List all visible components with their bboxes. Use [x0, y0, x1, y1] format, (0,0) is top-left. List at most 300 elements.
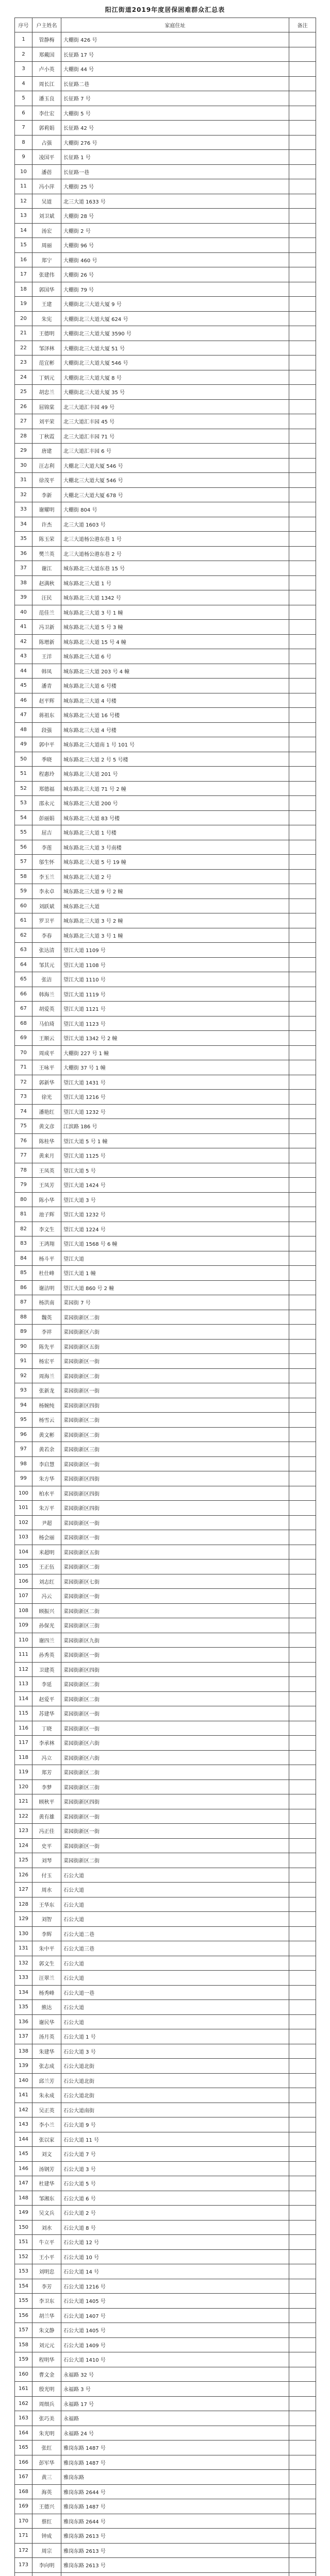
table-row	[15, 1222, 316, 1236]
home-address: 望江大道 1232 号	[61, 1207, 289, 1222]
table-row	[15, 76, 316, 91]
remark-cell	[289, 473, 316, 488]
table-row	[15, 810, 316, 825]
table-row	[15, 223, 316, 238]
household-head-name: 米超明	[32, 1545, 61, 1560]
row-serial-number: 136	[15, 2014, 32, 2029]
row-serial-number: 119	[15, 1765, 32, 1780]
table-row	[15, 767, 316, 782]
household-head-name: 邵永元	[32, 796, 61, 811]
home-address: 望江大道 1232 号	[61, 1104, 289, 1119]
table-row	[15, 1104, 316, 1119]
remark-cell	[289, 752, 316, 767]
remark-cell	[289, 414, 316, 429]
remark-cell	[289, 2426, 316, 2441]
row-serial-number: 24	[15, 370, 32, 385]
home-address: 永福路	[61, 2411, 289, 2426]
row-serial-number: 88	[15, 1310, 32, 1325]
row-serial-number: 134	[15, 1985, 32, 2000]
table-row	[15, 1045, 316, 1060]
row-serial-number: 129	[15, 1912, 32, 1927]
table-row	[15, 1251, 316, 1266]
remark-cell	[289, 1280, 316, 1295]
row-serial-number: 112	[15, 1662, 32, 1677]
remark-cell	[289, 1706, 316, 1721]
remark-cell	[289, 737, 316, 752]
household-head-name: 朱光明	[32, 2426, 61, 2441]
table-row	[15, 1031, 316, 1046]
table-row	[15, 1207, 316, 1222]
table-row	[15, 194, 316, 209]
household-head-name: 胡爱英	[32, 1002, 61, 1016]
home-address: 城东路北三大道 3 号 1 幢	[61, 928, 289, 943]
remark-cell	[289, 2103, 316, 2117]
table-row	[15, 2572, 316, 2576]
table-row	[15, 1530, 316, 1545]
home-address: 石公大道 10 号	[61, 2249, 289, 2264]
household-head-name: 朱宪	[32, 311, 61, 326]
row-serial-number: 69	[15, 1031, 32, 1046]
home-address: 石公大道 1405 号	[61, 2294, 289, 2309]
row-serial-number: 152	[15, 2249, 32, 2264]
remark-cell	[289, 2073, 316, 2088]
remark-cell	[289, 135, 316, 150]
home-address: 菜园街新区六街	[61, 1736, 289, 1751]
household-head-name: 赵爱平	[32, 1691, 61, 1706]
row-serial-number: 148	[15, 2191, 32, 2206]
remark-cell	[289, 899, 316, 913]
remark-cell	[289, 605, 316, 620]
remark-cell	[289, 267, 316, 282]
table-row	[15, 2558, 316, 2573]
remark-cell	[289, 1442, 316, 1457]
table-row	[15, 1941, 316, 1956]
home-address	[61, 2572, 289, 2576]
row-serial-number: 45	[15, 679, 32, 693]
row-serial-number: 75	[15, 1119, 32, 1134]
table-row	[15, 1486, 316, 1501]
row-serial-number: 149	[15, 2206, 32, 2221]
remark-cell	[289, 1486, 316, 1501]
home-address: 菜园街新区三街	[61, 1780, 289, 1794]
home-address: 城东路北三大道 2 号 5 号楼	[61, 752, 289, 767]
table-row	[15, 1971, 316, 1986]
table-row	[15, 487, 316, 502]
table-row	[15, 840, 316, 855]
row-serial-number: 156	[15, 2308, 32, 2323]
table-row	[15, 2132, 316, 2147]
household-head-name: 王顺云	[32, 1031, 61, 1046]
table-row	[15, 91, 316, 106]
home-address: 望江大道 1568 号 6 幢	[61, 1236, 289, 1251]
row-serial-number: 65	[15, 972, 32, 987]
table-row	[15, 47, 316, 62]
row-serial-number: 107	[15, 1589, 32, 1604]
table-row	[15, 2529, 316, 2544]
row-serial-number: 7	[15, 121, 32, 135]
table-row	[15, 1574, 316, 1589]
row-serial-number: 19	[15, 297, 32, 312]
row-serial-number: 28	[15, 429, 32, 444]
remark-cell	[289, 649, 316, 664]
row-serial-number: 171	[15, 2529, 32, 2544]
row-serial-number: 62	[15, 928, 32, 943]
remark-cell	[289, 2059, 316, 2074]
row-serial-number: 90	[15, 1339, 32, 1354]
table-row	[15, 135, 316, 150]
remark-cell	[289, 1325, 316, 1340]
row-serial-number: 105	[15, 1560, 32, 1574]
table-row	[15, 2206, 316, 2221]
row-serial-number: 126	[15, 1868, 32, 1883]
remark-cell	[289, 1060, 316, 1075]
table-row	[15, 385, 316, 400]
household-head-name: 朱永成	[32, 2088, 61, 2103]
home-address: 大棚街 37 号 1 幢	[61, 1060, 289, 1075]
household-head-name: 朱万平	[32, 1501, 61, 1516]
table-row	[15, 1339, 316, 1354]
remark-cell	[289, 1824, 316, 1839]
home-address: 雅岗东路 1487 号	[61, 2499, 289, 2514]
row-serial-number: 34	[15, 517, 32, 532]
remark-cell	[289, 150, 316, 165]
household-head-name: 卫建英	[32, 1662, 61, 1677]
table-row	[15, 1090, 316, 1105]
row-serial-number: 43	[15, 649, 32, 664]
row-serial-number: 30	[15, 458, 32, 473]
remark-cell	[289, 2572, 316, 2576]
household-head-name: 朱文静	[32, 2323, 61, 2338]
household-head-name: 屈吉	[32, 825, 61, 840]
household-head-name: 邹泽林	[32, 341, 61, 355]
household-head-name: 韩凤	[32, 664, 61, 679]
remark-cell	[289, 2264, 316, 2279]
household-head-name: 管静梅	[32, 32, 61, 47]
home-address: 菜园街新区一街	[61, 1706, 289, 1721]
table-row	[15, 179, 316, 194]
home-address: 菜园街新区二街	[61, 1677, 289, 1692]
household-head-name: 海英	[32, 2484, 61, 2499]
remark-cell	[289, 2455, 316, 2470]
remark-cell	[289, 1838, 316, 1853]
household-head-name: 黄文彦	[32, 1119, 61, 1134]
remark-cell	[289, 884, 316, 899]
row-serial-number: 51	[15, 767, 32, 782]
row-serial-number: 73	[15, 1090, 32, 1105]
row-serial-number: 37	[15, 561, 32, 576]
remark-cell	[289, 1912, 316, 1927]
household-head-name: 钟成	[32, 2529, 61, 2544]
home-address: 大棚街北三大道大厦 51 号	[61, 341, 289, 355]
household-head-name: 李向明	[32, 2558, 61, 2573]
home-address: 城东路北三大道 200 号	[61, 796, 289, 811]
row-serial-number: 101	[15, 1501, 32, 1516]
household-head-name: 汪志利	[32, 458, 61, 473]
household-head-name: 范宜彬	[32, 355, 61, 370]
remark-cell	[289, 1266, 316, 1281]
home-address: 望江大道 1109 号	[61, 943, 289, 958]
household-head-name: 李永卓	[32, 884, 61, 899]
home-address: 望江大道 1424 号	[61, 1178, 289, 1193]
table-row	[15, 1163, 316, 1178]
remark-cell	[289, 943, 316, 958]
home-address: 菜园街新区五街	[61, 1339, 289, 1354]
remark-cell	[289, 47, 316, 62]
row-serial-number: 92	[15, 1368, 32, 1383]
home-address: 永福路 32 号	[61, 2367, 289, 2382]
row-serial-number: 166	[15, 2455, 32, 2470]
row-serial-number: 130	[15, 1926, 32, 1941]
remark-cell	[289, 664, 316, 679]
remark-cell	[289, 1075, 316, 1090]
row-serial-number: 116	[15, 1721, 32, 1736]
table-row	[15, 1809, 316, 1824]
table-row	[15, 2455, 316, 2470]
household-head-name: 谢江	[32, 561, 61, 576]
remark-cell	[289, 2499, 316, 2514]
remark-cell	[289, 2014, 316, 2029]
household-head-name: 屈锦棠	[32, 399, 61, 414]
table-row	[15, 2014, 316, 2029]
household-head-name: 蒋祖东	[32, 708, 61, 723]
remark-cell	[289, 1222, 316, 1236]
household-head-name: 张新龙	[32, 1383, 61, 1398]
home-address: 菜园街新区一街	[61, 1721, 289, 1736]
household-head-name: 李启慧	[32, 1456, 61, 1471]
remark-cell	[289, 429, 316, 444]
remark-cell	[289, 179, 316, 194]
row-serial-number: 113	[15, 1677, 32, 1692]
home-address: 大棚街 804 号	[61, 502, 289, 517]
row-serial-number: 18	[15, 282, 32, 297]
home-address: 石公大道 9 号	[61, 2117, 289, 2132]
table-row	[15, 62, 316, 77]
remark-cell	[289, 311, 316, 326]
row-serial-number: 157	[15, 2323, 32, 2338]
table-row	[15, 2235, 316, 2250]
home-address: 城东路北三大道 1342 号	[61, 590, 289, 605]
home-address: 长征路二巷	[61, 76, 289, 91]
household-head-name: 谢洁明	[32, 1280, 61, 1295]
table-row	[15, 2396, 316, 2411]
household-head-name: 周细兵	[32, 2396, 61, 2411]
row-serial-number: 135	[15, 2000, 32, 2015]
table-row	[15, 2426, 316, 2441]
home-address: 大棚北三大道大厦 546 号	[61, 473, 289, 488]
row-serial-number: 169	[15, 2499, 32, 2514]
row-serial-number: 6	[15, 106, 32, 121]
table-row	[15, 2543, 316, 2558]
row-serial-number: 14	[15, 223, 32, 238]
table-row	[15, 1868, 316, 1883]
row-serial-number: 35	[15, 532, 32, 547]
remark-cell	[289, 1398, 316, 1413]
table-row	[15, 2337, 316, 2352]
home-address: 菜园街新区二街	[61, 1310, 289, 1325]
row-serial-number: 40	[15, 605, 32, 620]
table-row	[15, 267, 316, 282]
home-address: 菜园街新区二街	[61, 1853, 289, 1868]
home-address: 石公大道 11 号	[61, 2132, 289, 2147]
row-serial-number: 128	[15, 1897, 32, 1912]
home-address: 大棚街 79 号	[61, 282, 289, 297]
home-address: 城东路北三大道 9 号 2 幢	[61, 884, 289, 899]
household-head-name: 潘青	[32, 679, 61, 693]
home-address: 长征路 7 号	[61, 91, 289, 106]
table-row	[15, 341, 316, 355]
remark-cell	[289, 2558, 316, 2573]
remark-cell	[289, 1545, 316, 1560]
table-row	[15, 1985, 316, 2000]
household-head-name: 曹文金	[32, 2367, 61, 2382]
household-head-name: 张洁	[32, 972, 61, 987]
household-head-name: 周宗	[32, 2543, 61, 2558]
table-row	[15, 1618, 316, 1633]
table-row	[15, 370, 316, 385]
household-head-name: 程明华	[32, 2352, 61, 2367]
remark-cell	[289, 781, 316, 796]
row-serial-number: 58	[15, 869, 32, 884]
table-row	[15, 2029, 316, 2044]
home-address: 城东路北三大道 3 号南楼	[61, 840, 289, 855]
home-address: 菜园街新区四街	[61, 1501, 289, 1516]
table-row	[15, 2470, 316, 2485]
home-address: 菜园街新区四街	[61, 1794, 289, 1809]
household-head-name: 季晓	[32, 752, 61, 767]
row-serial-number: 46	[15, 693, 32, 708]
home-address: 菜园街新区三街	[61, 1618, 289, 1633]
remark-cell	[289, 1236, 316, 1251]
remark-cell	[289, 634, 316, 649]
remark-cell	[289, 1941, 316, 1956]
row-serial-number: 10	[15, 164, 32, 179]
table-row	[15, 1545, 316, 1560]
home-address: 大棚街 44 号	[61, 62, 289, 77]
household-head-name: 徐茂平	[32, 473, 61, 488]
home-address: 菜园街新区二街	[61, 1427, 289, 1442]
household-head-name: 陈小华	[32, 1192, 61, 1207]
row-serial-number: 52	[15, 781, 32, 796]
row-serial-number: 59	[15, 884, 32, 899]
table-row	[15, 458, 316, 473]
row-serial-number: 118	[15, 1750, 32, 1765]
remark-cell	[289, 2000, 316, 2015]
table-row	[15, 649, 316, 664]
row-serial-number: 164	[15, 2426, 32, 2441]
table-row	[15, 2220, 316, 2235]
table-header	[15, 18, 316, 32]
row-serial-number: 170	[15, 2514, 32, 2529]
home-address: 城东路北三大道 6 号	[61, 649, 289, 664]
table-row	[15, 517, 316, 532]
remark-cell	[289, 517, 316, 532]
table-row	[15, 1750, 316, 1765]
row-serial-number: 83	[15, 1236, 32, 1251]
remark-cell	[289, 2235, 316, 2250]
row-serial-number: 100	[15, 1486, 32, 1501]
remark-cell	[289, 209, 316, 224]
table-row	[15, 855, 316, 870]
household-head-name: 刘水	[32, 2220, 61, 2235]
table-row	[15, 546, 316, 561]
remark-cell	[289, 1633, 316, 1648]
row-serial-number: 41	[15, 620, 32, 635]
table-row	[15, 473, 316, 488]
row-serial-number: 26	[15, 399, 32, 414]
row-serial-number: 48	[15, 722, 32, 737]
table-row	[15, 1002, 316, 1016]
row-serial-number: 111	[15, 1648, 32, 1663]
household-head-name: 李辉	[32, 1926, 61, 1941]
row-serial-number: 87	[15, 1295, 32, 1310]
row-serial-number: 16	[15, 252, 32, 267]
home-address: 雅岗东路 1487 号	[61, 2441, 289, 2455]
household-head-name: 刘琴	[32, 1853, 61, 1868]
row-serial-number: 132	[15, 1956, 32, 1971]
table-row	[15, 1794, 316, 1809]
household-head-name: 吴道	[32, 194, 61, 209]
row-serial-number: 12	[15, 194, 32, 209]
row-serial-number: 153	[15, 2264, 32, 2279]
table-row	[15, 2117, 316, 2132]
household-head-name: 郭中平	[32, 737, 61, 752]
home-address: 城东路北三大道	[61, 899, 289, 913]
household-head-name: 孙保光	[32, 1618, 61, 1633]
household-head-name: 魏英	[32, 1310, 61, 1325]
table-row	[15, 2264, 316, 2279]
remark-cell	[289, 326, 316, 341]
table-row	[15, 825, 316, 840]
table-row	[15, 1853, 316, 1868]
remark-cell	[289, 1413, 316, 1428]
remark-cell	[289, 1192, 316, 1207]
table-row	[15, 1780, 316, 1794]
household-head-name: 杨斗平	[32, 1251, 61, 1266]
household-head-name: 张巧美	[32, 2411, 61, 2426]
table-row	[15, 1589, 316, 1604]
table-row	[15, 1456, 316, 1471]
household-head-name: 周水	[32, 1883, 61, 1897]
home-address: 望江大道 1 幢	[61, 1266, 289, 1281]
home-address: 江滨路 186 号	[61, 1119, 289, 1134]
home-address: 石公大道 1 号	[61, 2029, 289, 2044]
row-serial-number: 109	[15, 1618, 32, 1633]
home-address: 大棚街 276 号	[61, 135, 289, 150]
table-row	[15, 252, 316, 267]
row-serial-number: 11	[15, 179, 32, 194]
household-head-name: 刘明忠	[32, 2264, 61, 2279]
household-head-name: 潘艳红	[32, 1104, 61, 1119]
home-address: 石公大道	[61, 1971, 289, 1986]
remark-cell	[289, 767, 316, 782]
row-serial-number: 55	[15, 825, 32, 840]
remark-cell	[289, 1119, 316, 1134]
remark-cell	[289, 1207, 316, 1222]
home-address: 大棚街 460 号	[61, 252, 289, 267]
household-head-name: 李莲	[32, 840, 61, 855]
household-head-name: 陈玉荣	[32, 532, 61, 547]
household-head-name: 赵满秋	[32, 575, 61, 590]
household-head-name: 范佳兰	[32, 605, 61, 620]
table-row	[15, 928, 316, 943]
table-row	[15, 2044, 316, 2059]
remark-cell	[289, 341, 316, 355]
row-serial-number: 32	[15, 487, 32, 502]
household-head-name: 李芳	[32, 2279, 61, 2294]
remark-cell	[289, 164, 316, 179]
table-row	[15, 164, 316, 179]
table-row	[15, 1442, 316, 1457]
